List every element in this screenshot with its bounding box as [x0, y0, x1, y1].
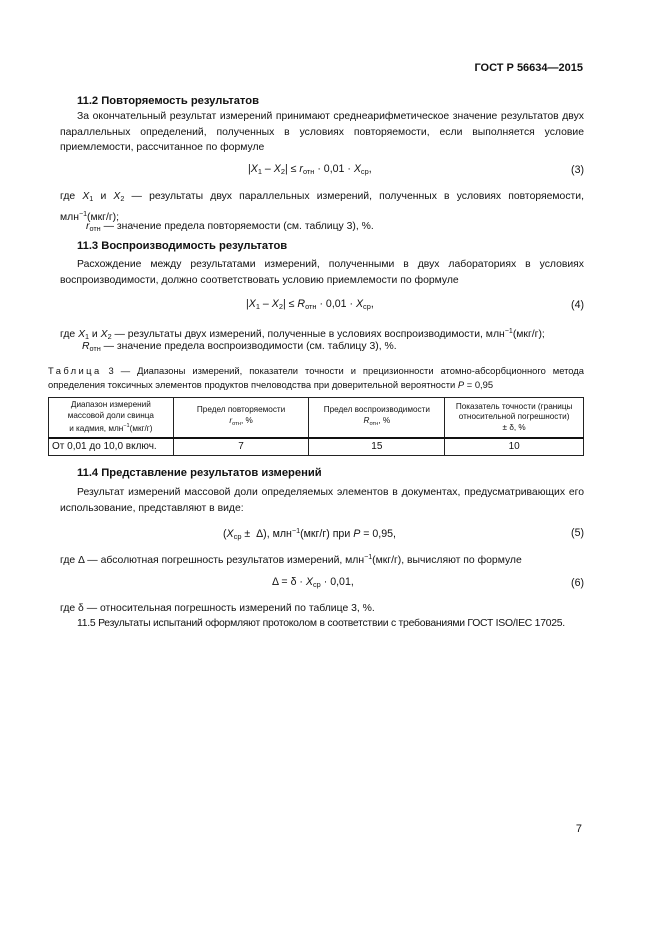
- formula-3-where-r: $r_{отн}$ — значение предела повторяемости (см. таблицу 3), %.: [86, 221, 374, 233]
- where-delta-text: абсолютная погрешность результатов измерений, млн: [100, 555, 365, 566]
- formula-4-number: (4): [571, 299, 584, 311]
- formula-3: $|X_1 - X_2| \le r_{отн} \cdot 0,01 \cdot X_{ср}$,: [248, 163, 372, 176]
- formula-5-where-delta: где Δ — абсолютная погрешность результатов измерений, млн$^{-1}$(мкг/г), вычисляют по формуле: [60, 554, 522, 566]
- table-caption-tail: = 0,95: [466, 378, 494, 390]
- header-repeatability: Предел повторяемости $r_{отн}$, %: [173, 398, 309, 438]
- section-11-2-paragraph: За окончательный результат измерений принимают среднеарифметическое значение результатов двух параллельных определений, полученных в условиях повторяемости, если выполняется условие приемлемости, рассчитанное по формуле: [60, 111, 584, 153]
- table-3: [48, 397, 584, 456]
- formula-5: $(X_{ср} \pm \Delta)$, млн$^{-1}$(мкг/г) при P = 0,95,: [223, 526, 396, 541]
- formula-6-where: где δ — относительная погрешность измерений по таблице 3, %.: [60, 603, 375, 614]
- where-x-tail: (мкг/г);: [87, 211, 119, 223]
- where-small-delta-text: относительная погрешность измерений по таблице 3, %.: [100, 603, 375, 614]
- standard-header: ГОСТ Р 56634—2015: [474, 62, 583, 74]
- section-11-3-heading: 11.3 Воспроизводимость результатов: [77, 240, 288, 252]
- section-11-3-paragraph: Расхождение между результатами измерений, полученными в двух лабораториях в условиях воспроизводимости, должно соответствовать условию приемлемости по формуле: [60, 259, 584, 286]
- cell-r: 7: [173, 438, 309, 456]
- where-delta-tail: (мкг/г), вычисляют по формуле: [372, 555, 522, 566]
- section-11-2-heading: 11.2 Повторяемость результатов: [77, 95, 259, 107]
- header-accuracy: Показатель точности (границы относительной погрешности) ± δ, %: [445, 398, 584, 438]
- formula-4-where-R: $R_{отн}$ — значение предела воспроизводимости (см. таблицу 3), %.: [82, 341, 397, 353]
- formula-4: $|X_1 - X_2| \le R_{отн} \cdot 0,01 \cdot X_{ср}$,: [246, 298, 374, 311]
- formula-6-number: (6): [571, 577, 584, 589]
- table-caption-text: 3 — Диапазоны измерений, показатели точности и прецизионности атомно-абсорбционного метода определения токсичных элементов продуктов пчеловодства при доверительной вероятности: [48, 365, 584, 390]
- formula-6: $\Delta = \delta \cdot X_{ср} \cdot 0,01$,: [272, 576, 354, 589]
- table-row: [49, 438, 584, 456]
- table-label: Таблица: [48, 365, 102, 376]
- section-11-5: 11.5 Результаты испытаний оформляют протоколом в соответствии с требованиями ГОСТ ISO/IEC 17025.: [77, 618, 565, 629]
- section-11-4-heading: 11.4 Представление результатов измерений: [77, 467, 322, 479]
- where-x4-tail: (мкг/г);: [512, 329, 545, 340]
- formula-4-where-x: где $X_1$ и $X_2$ — результаты двух измерений, полученные в условиях воспроизводимости, млн$^{-1}$(мкг/г);: [60, 328, 545, 341]
- cell-delta: 10: [445, 438, 584, 456]
- formula-3-where-x: где $X_1$ и $X_2$ — результаты двух параллельных измерений, полученных в условиях повторяемости, млн$^{-1}$(мкг/г);: [60, 191, 584, 223]
- formula-5-number: (5): [571, 527, 584, 539]
- table-3-caption: Таблица 3 — Диапазоны измерений, показатели точности и прецизионности атомно-абсорбционного метода определения токсичных элементов продуктов пчеловодства при доверительной вероятности P = 0,95: [48, 365, 584, 390]
- where-x4-text: результаты двух измерений, полученные в условиях воспроизводимости, млн: [127, 329, 505, 340]
- where-r-text: значение предела повторяемости (см. таблицу 3), %.: [116, 221, 374, 232]
- header-reproducibility: Предел воспроизводимости $R_{отн}$, %: [309, 398, 445, 438]
- where-R-text: значение предела воспроизводимости (см. таблицу 3), %.: [116, 341, 397, 352]
- page-number: 7: [575, 823, 582, 835]
- cell-range: От 0,01 до 10,0 включ.: [49, 438, 174, 456]
- table-header-row: [49, 398, 584, 438]
- cell-R: 15: [309, 438, 445, 456]
- header-range: Диапазон измерений массовой доли свинца и кадмия, млн$^{-1}$(мкг/г): [49, 398, 174, 438]
- where-x-text: результаты двух параллельных измерений, полученных в условиях повторяемости, млн: [60, 191, 584, 223]
- formula-3-number: (3): [571, 164, 584, 176]
- section-11-4-paragraph: Результат измерений массовой доли определяемых элементов в документах, предусматривающих его использование, представляют в виде:: [60, 487, 584, 514]
